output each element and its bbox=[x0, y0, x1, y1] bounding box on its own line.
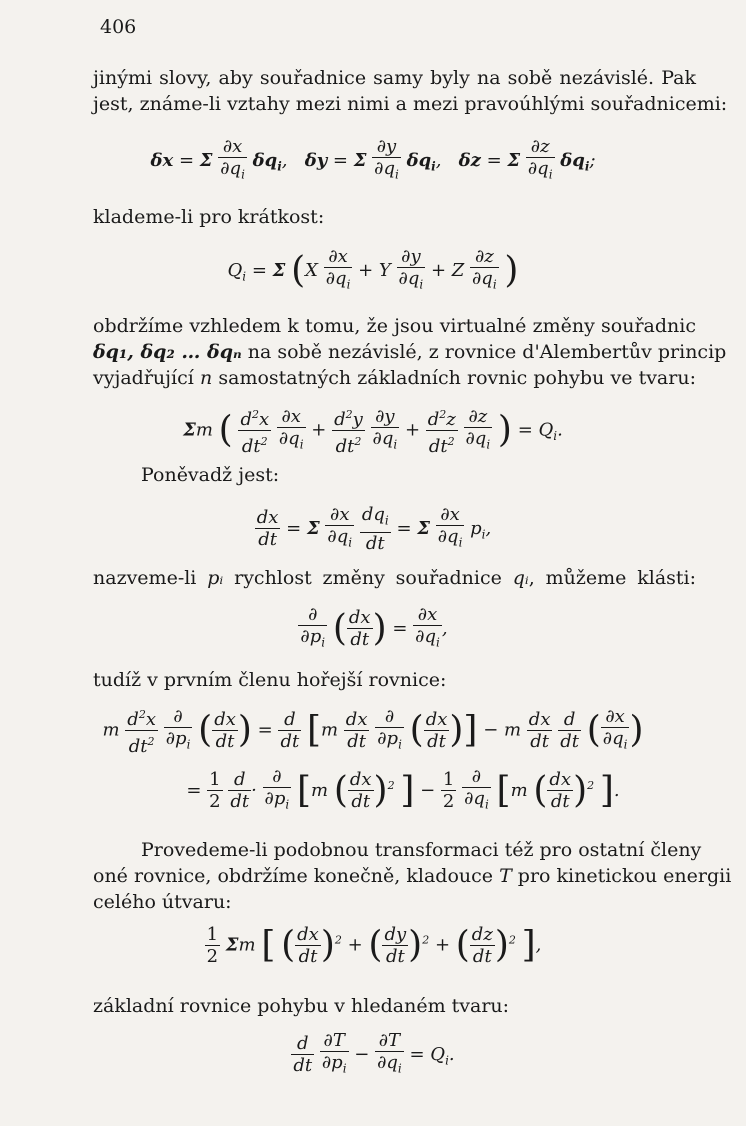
equation-partial-velocity: $\frac{\partial}{\partial p_i}$ ( $\frac{dx}{dt}$ ) = $\frac{\partial x}{\partial q_i}$ , bbox=[300, 604, 448, 651]
p-i-var: pᵢ bbox=[207, 567, 224, 589]
text-fragment: rychlost změny souřadnice bbox=[234, 567, 502, 589]
text-line bbox=[93, 566, 696, 590]
q-i-var: qᵢ bbox=[512, 567, 529, 589]
equation-lagrange: $\frac{d}{dt}$ $\frac{\partial T}{\partial p_i}$ − $\frac{\partial T}{\partial q_i}$ = $Q_i$. bbox=[293, 1030, 455, 1077]
text-line: celého útvaru: bbox=[93, 891, 232, 913]
text-line: jest, známe-li vztahy mezi nimi a mezi pravoúhlými souřadnicemi: bbox=[93, 93, 728, 115]
text-line bbox=[93, 340, 727, 364]
equation-kinetic-energy: $\frac{1}{2}$ Σm [ ( $\frac{dx}{dt}$ )$^2$ + ( $\frac{dy}{dt}$ )$^2$ + ( $\frac{dz}{dt}$ )$^2$ ], bbox=[206, 924, 542, 967]
text-line: Poněvadž jest: bbox=[141, 464, 280, 486]
text-fragment: oné rovnice, obdržíme konečně, kladouce bbox=[93, 865, 494, 887]
text-line: klademe-li pro krátkost: bbox=[93, 206, 325, 228]
text-fragment: nazveme-li bbox=[93, 567, 197, 589]
equation-virtual-displacements: δx = Σ $\frac{\partial x}{\partial q_i}$ $\delta q_i$, δy = Σ $\frac{\partial y}{\partial q_i}$ $\delta q_i$, δz = Σ $\frac{\partial z}{\partial q_i}$ $\delta q_i$; bbox=[150, 136, 596, 182]
text-fragment: , můžeme klásti: bbox=[528, 567, 697, 589]
text-line bbox=[93, 366, 696, 390]
text-fragment: vyjadřující bbox=[93, 367, 194, 389]
equation-generalized-force: $Q_i = \Sigma$ (X $\frac{\partial x}{\partial q_i}$ + Y $\frac{\partial y}{\partial q_i}$ + Z $\frac{\partial z}{\partial q_i}$ ) bbox=[227, 246, 519, 292]
page-number: 406 bbox=[100, 16, 137, 38]
text-line: základní rovnice pohybu v hledaném tvaru: bbox=[93, 995, 510, 1017]
text-fragment: na sobě nezávislé, z rovnice d'Alembertův princip bbox=[247, 341, 727, 363]
text-line: obdržíme vzhledem k tomu, že jsou virtualné změny souřadnic bbox=[93, 315, 696, 337]
n-var: n bbox=[200, 367, 213, 389]
text-line bbox=[93, 864, 732, 888]
text-line: tudíž v prvním členu hořejší rovnice: bbox=[93, 669, 447, 691]
equation-velocity: $\frac{dx}{dt}$ = Σ $\frac{\partial x}{\partial q_i}$ $\frac{dq_i}{dt}$ = Σ $\frac{\partial x}{\partial q_i}$ $p_i$, bbox=[256, 504, 492, 554]
T-var: T bbox=[499, 865, 512, 887]
text-line: jinými slovy, aby souřadnice samy byly na sobě nezávislé. Pak bbox=[93, 67, 696, 89]
text-line: Provedeme-li podobnou transformaci též pro ostatní členy bbox=[141, 839, 702, 861]
text-fragment: pro kinetickou energii bbox=[517, 865, 732, 887]
equation-transform-2: = $\frac{1}{2}$ $\frac{d}{dt}$ · $\frac{\partial}{\partial p_i}$ [m ( $\frac{dx}{dt}$ )$^2$ ] − $\frac{1}{2}$ $\frac{\partial}{\partial q_i}$ [m ( $\frac{dx}{dt}$ )$^2$ ]. bbox=[186, 766, 620, 813]
text-fragment: samostatných základních rovnic pohybu ve tvaru: bbox=[218, 367, 696, 389]
equation-dalembert: Σm ( $\frac{d^2x}{dt^2}$ $\frac{\partial x}{\partial q_i}$ + $\frac{d^2y}{dt^2}$ $\frac{\partial y}{\partial q_i}$ + $\frac{d^2z}{dt^2}$ $\frac{\partial z}{\partial q_i}$ ) = $Q_i$. bbox=[183, 405, 563, 457]
virtual-changes-vars: δq₁, δq₂ … δqₙ bbox=[93, 341, 242, 363]
equation-transform-1: m $\frac{d^2x}{dt^2}$ $\frac{\partial}{\partial p_i}$ ( $\frac{dx}{dt}$ ) = $\frac{d}{dt}$ [m $\frac{dx}{dt}$ $\frac{\partial}{\partial p_i}$ ( $\frac{dx}{dt}$ )] − m $\frac{dx}{dt}$ $\frac{d}{dt}$ ( $\frac{\partial x}{\partial q_i}$ ) bbox=[102, 705, 644, 757]
